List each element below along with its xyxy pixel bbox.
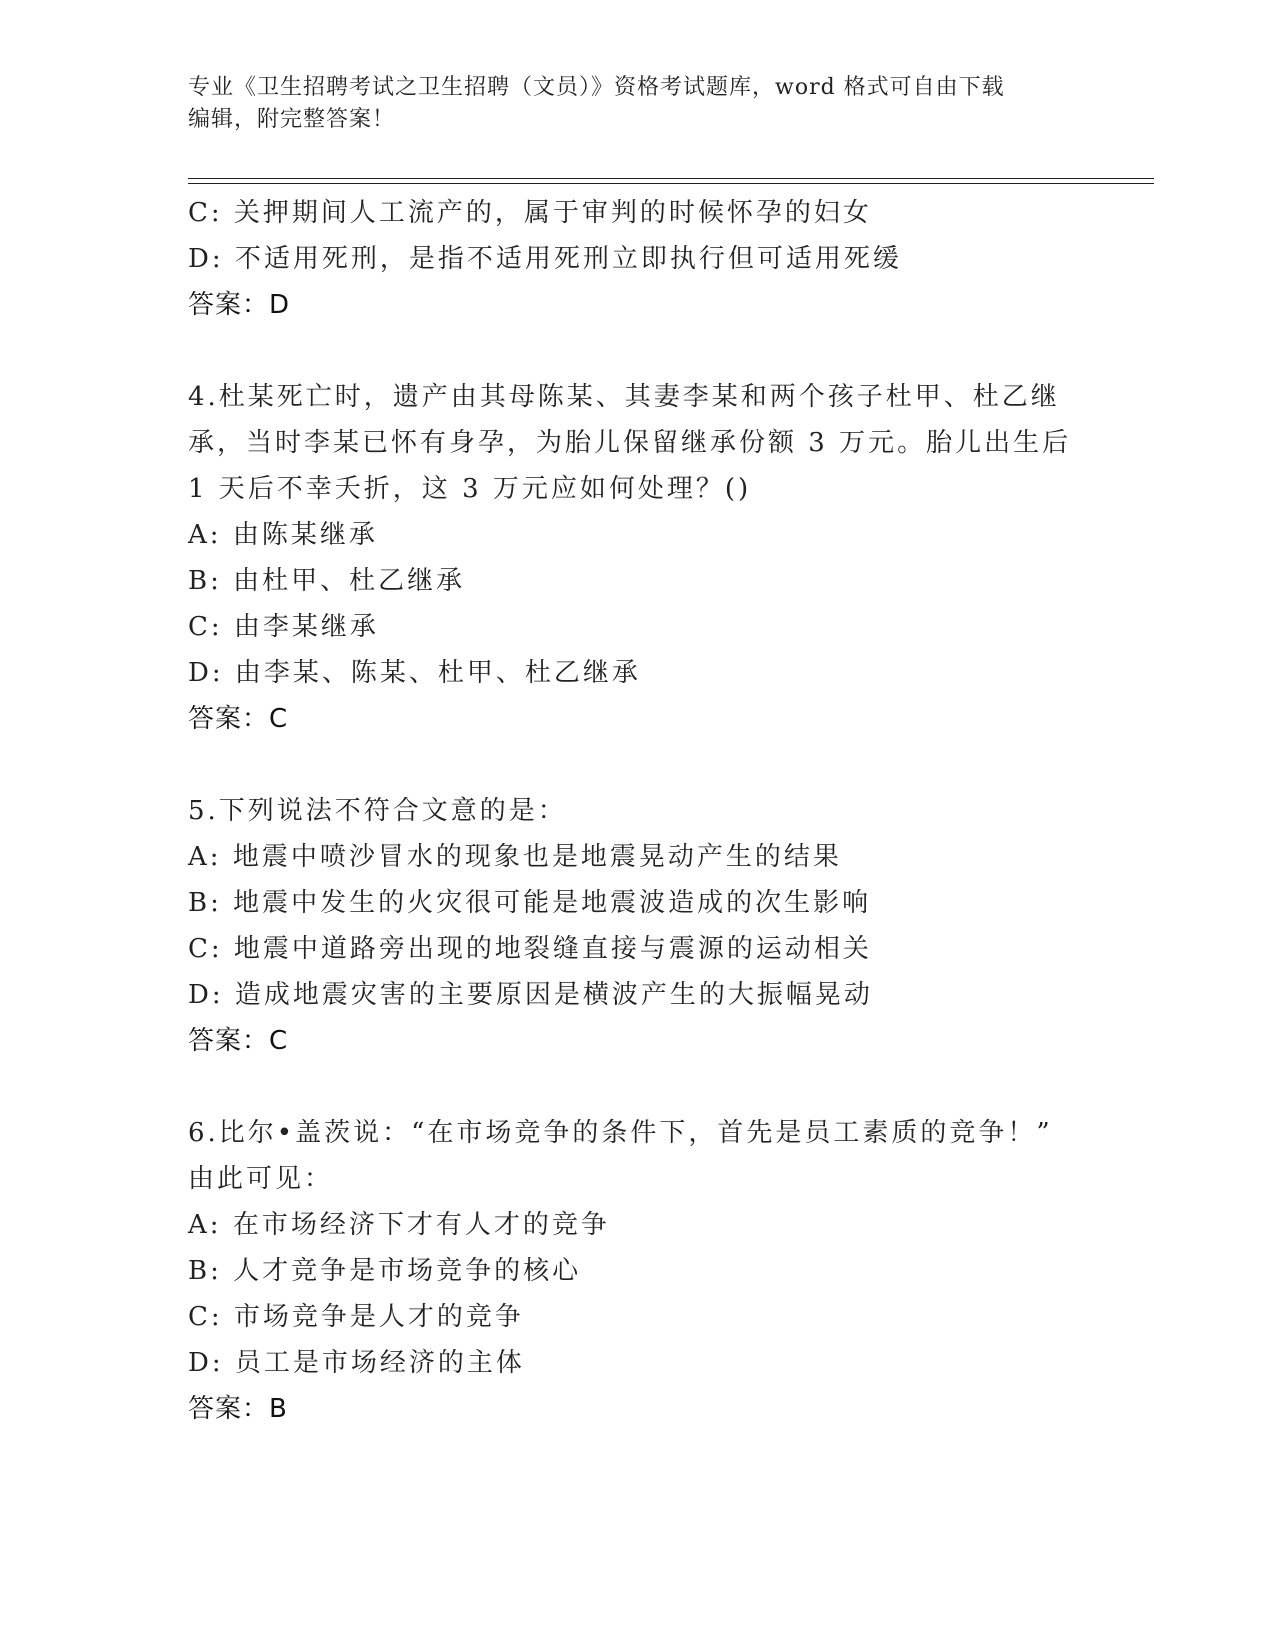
question-6	[188, 1110, 1088, 1432]
option-a: A: 地震中喷沙冒水的现象也是地震晃动产生的结果	[188, 842, 842, 872]
option-d: D: 造成地震灾害的主要原因是横波产生的大振幅晃动	[188, 980, 873, 1010]
page-header	[188, 72, 1068, 136]
question-stem	[188, 374, 1072, 512]
stem-line: 1 天后不幸夭折，这 3 万元应如何处理？()	[188, 474, 752, 504]
option-a: A: 由陈某继承	[188, 520, 378, 550]
option-c: C: 地震中道路旁出现的地裂缝直接与震源的运动相关	[188, 934, 872, 964]
spacer	[188, 1064, 1088, 1110]
header-rule-bottom	[188, 183, 1154, 184]
stem-line: 5.下列说法不符合文意的是：	[188, 796, 567, 826]
option-a: A: 在市场经济下才有人才的竞争	[188, 1210, 610, 1240]
option-b: B: 地震中发生的火灾很可能是地震波造成的次生影响	[188, 888, 872, 918]
stem-line: 4.杜某死亡时，遗产由其母陈某、其妻李某和两个孩子杜甲、杜乙继	[188, 382, 1060, 412]
spacer	[188, 328, 1088, 374]
question-content	[188, 190, 1088, 1432]
option-b: B: 由杜甲、杜乙继承	[188, 566, 466, 596]
option-b: B: 人才竞争是市场竞争的核心	[188, 1256, 582, 1286]
question-stem	[188, 788, 1068, 834]
option-d: D: 由李某、陈某、杜甲、杜乙继承	[188, 658, 641, 688]
stem-line: 由此可见：	[188, 1164, 334, 1194]
answer: 答案：D	[188, 290, 291, 320]
question-stem	[188, 1110, 1068, 1202]
answer: 答案：C	[188, 1026, 289, 1056]
option-c: C: 市场竞争是人才的竞争	[188, 1302, 524, 1332]
answer: 答案：B	[188, 1394, 288, 1424]
option-c: C: 关押期间人工流产的，属于审判的时候怀孕的妇女	[188, 198, 872, 228]
stem-line: 6.比尔•盖茨说：“在市场竞争的条件下，首先是员工素质的竞争！”	[188, 1118, 1053, 1148]
option-d: D: 员工是市场经济的主体	[188, 1348, 525, 1378]
header-line-1: 专业《卫生招聘考试之卫生招聘（文员）》资格考试题库，word 格式可自由下载	[188, 75, 1005, 100]
stem-line: 承，当时李某已怀有身孕，为胎儿保留继承份额 3 万元。胎儿出生后	[188, 428, 1072, 458]
header-line-2: 编辑，附完整答案！	[188, 107, 396, 132]
question-5	[188, 788, 1088, 1064]
spacer	[188, 742, 1088, 788]
question-4	[188, 374, 1088, 742]
option-d: D: 不适用死刑，是指不适用死刑立即执行但可适用死缓	[188, 244, 902, 274]
header-rule-top	[188, 178, 1154, 179]
question-3	[188, 190, 1088, 328]
option-c: C: 由李某继承	[188, 612, 379, 642]
answer: 答案：C	[188, 704, 289, 734]
